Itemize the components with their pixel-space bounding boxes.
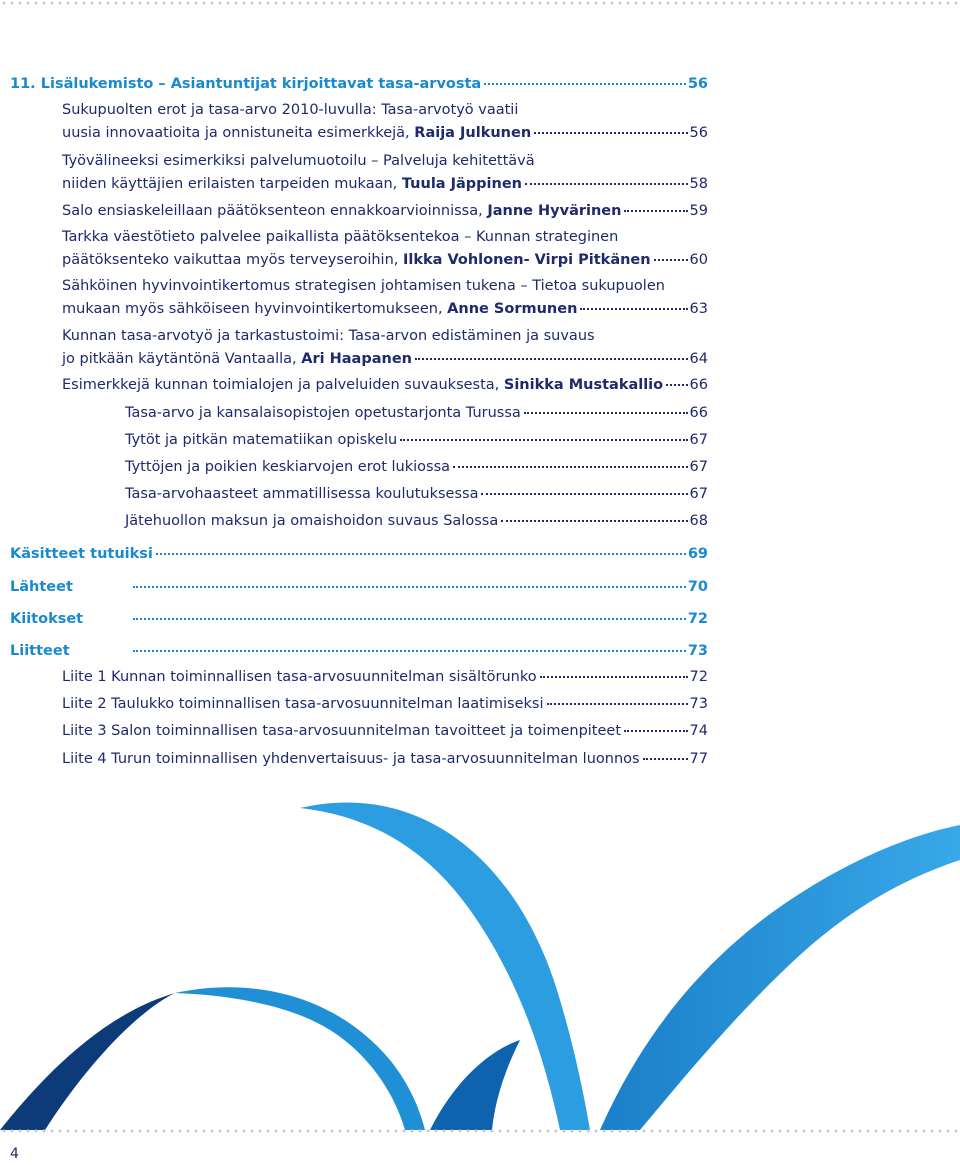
dot-leader — [453, 466, 688, 468]
entry-page: 66 — [689, 377, 708, 393]
entry-text: päätöksenteko vaikuttaa myös terveyseroihin, — [62, 252, 403, 268]
subentry-text: Tasa-arvo ja kansalaisopistojen opetustarjonta Turussa — [125, 405, 521, 421]
entry-line: Työvälineeksi esimerkiksi palvelumuotoilu – Palveluja kehitettävä — [62, 153, 535, 169]
toc-liite[interactable] — [62, 666, 708, 689]
entry-line: Sähköinen hyvinvointikertomus strategisen johtamisen tukena – Tietoa sukupuolen — [62, 278, 665, 294]
toc-section-kiitokset[interactable] — [10, 608, 708, 631]
dark-ribbon — [0, 993, 175, 1130]
toc-entry-hyvarinen[interactable] — [62, 200, 708, 223]
toc-section-liitteet[interactable] — [10, 640, 708, 663]
dot-leader — [133, 618, 686, 620]
subentry-page: 68 — [689, 513, 708, 529]
section-label: Käsitteet tutuiksi — [10, 546, 153, 562]
toc-section-kasitteet[interactable] — [10, 543, 708, 566]
dot-leader — [624, 210, 687, 212]
page-number: 4 — [10, 1146, 19, 1162]
toc-entry-jappinen[interactable] — [62, 150, 708, 196]
entry-line: Sukupuolten erot ja tasa-arvo 2010-luvulla: Tasa-arvotyö vaatii — [62, 102, 519, 118]
entry-author: Anne Sormunen — [447, 301, 578, 317]
liite-page: 74 — [689, 723, 708, 739]
section-page: 69 — [687, 546, 708, 562]
dot-leader — [534, 132, 687, 134]
arch-ribbon — [300, 802, 590, 1130]
subentry-page: 67 — [689, 486, 708, 502]
fold-ribbon — [430, 1040, 520, 1130]
subentry-page: 66 — [689, 405, 708, 421]
entry-text: Salo ensiaskeleillaan päätöksenteon ennakkoarvioinnissa, — [62, 203, 488, 219]
dot-leader — [580, 308, 687, 310]
toc-chapter-11[interactable] — [10, 73, 708, 96]
liite-text: Liite 1 Kunnan toiminnallisen tasa-arvosuunnitelman sisältörunko — [62, 669, 537, 685]
sweep-ribbon — [175, 987, 425, 1130]
section-label: Kiitokset — [10, 611, 84, 627]
liite-page: 72 — [689, 669, 708, 685]
entry-text: uusia innovaatioita ja onnistuneita esimerkkejä, — [62, 125, 415, 141]
chapter-11-page: 56 — [687, 76, 708, 92]
section-page: 70 — [687, 579, 708, 595]
dot-leader — [156, 553, 686, 555]
subentry-text: Tasa-arvohaasteet ammatillisessa koulutuksessa — [125, 486, 479, 502]
dot-leader — [415, 358, 688, 360]
entry-page: 63 — [689, 301, 708, 317]
entry-author: Ari Haapanen — [301, 351, 412, 367]
subentry-page: 67 — [689, 432, 708, 448]
toc-subentry[interactable] — [125, 483, 708, 506]
toc-section-lahteet[interactable] — [10, 576, 708, 599]
entry-author: Janne Hyvärinen — [487, 203, 622, 219]
dot-leader — [133, 650, 686, 652]
liite-text: Liite 3 Salon toiminnallisen tasa-arvosuunnitelman tavoitteet ja toimenpiteet — [62, 723, 622, 739]
subentry-text: Jätehuollon maksun ja omaishoidon suvaus Salossa — [125, 513, 499, 529]
entry-text: Esimerkkejä kunnan toimialojen ja palveluiden suvauksesta, — [62, 377, 504, 393]
dot-leader — [524, 412, 688, 414]
toc-subentry[interactable] — [125, 510, 708, 533]
liite-page: 73 — [689, 696, 708, 712]
toc-entry-vohlonen-pitkanen[interactable] — [62, 226, 708, 272]
entry-page: 64 — [689, 351, 708, 367]
subentry-text: Tyttöjen ja poikien keskiarvojen erot lukiossa — [125, 459, 451, 475]
dot-leader — [400, 439, 687, 441]
liite-text: Liite 2 Taulukko toiminnallisen tasa-arvosuunnitelman laatimiseksi — [62, 696, 544, 712]
section-label: Lähteet — [10, 579, 73, 595]
entry-text: mukaan myös sähköiseen hyvinvointikertomukseen, — [62, 301, 448, 317]
dot-leader — [643, 758, 688, 760]
toc-entry-julkunen[interactable] — [62, 99, 708, 145]
entry-line: Kunnan tasa-arvotyö ja tarkastustoimi: Tasa-arvon edistäminen ja suvaus — [62, 328, 595, 344]
toc-entry-sormunen[interactable] — [62, 275, 708, 321]
entry-author: Sinikka Mustakallio — [503, 377, 664, 393]
entry-line: Tarkka väestötieto palvelee paikallista päätöksentekoa – Kunnan strateginen — [62, 229, 619, 245]
dot-leader — [133, 586, 686, 588]
toc-subentry[interactable] — [125, 456, 708, 479]
entry-page: 60 — [689, 252, 708, 268]
entry-author: Raija Julkunen — [414, 125, 532, 141]
dot-leader — [547, 703, 688, 705]
toc-subentry[interactable] — [125, 429, 708, 452]
toc-liite[interactable] — [62, 720, 708, 743]
toc-entry-mustakallio[interactable] — [62, 374, 708, 397]
toc-entry-haapanen[interactable] — [62, 325, 708, 371]
entry-text: niiden käyttäjien erilaisten tarpeiden mukaan, — [62, 176, 402, 192]
subentry-text: Tytöt ja pitkän matematiikan opiskelu — [125, 432, 398, 448]
dot-leader — [540, 676, 688, 678]
dot-leader — [525, 183, 688, 185]
toc-liite[interactable] — [62, 748, 708, 771]
entry-page: 58 — [689, 176, 708, 192]
dot-leader — [501, 520, 687, 522]
section-label: Liitteet — [10, 643, 70, 659]
toc-liite[interactable] — [62, 693, 708, 716]
toc-subentry[interactable] — [125, 402, 708, 425]
dot-leader — [484, 83, 686, 85]
entry-author: Ilkka Vohlonen- Virpi Pitkänen — [402, 252, 651, 268]
ribbon-waves-graphic — [0, 770, 960, 1130]
section-page: 73 — [687, 643, 708, 659]
entry-author: Tuula Jäppinen — [401, 176, 523, 192]
dot-leader — [624, 730, 688, 732]
chapter-11-title: 11. Lisälukemisto – Asiantuntijat kirjoittavat tasa-arvosta — [10, 76, 482, 92]
entry-page: 56 — [689, 125, 708, 141]
dot-leader — [654, 259, 688, 261]
liite-text: Liite 4 Turun toiminnallisen yhdenvertaisuus- ja tasa-arvosuunnitelman luonnos — [62, 751, 640, 767]
dot-leader — [481, 493, 687, 495]
dot-leader — [666, 384, 687, 386]
subentry-page: 67 — [689, 459, 708, 475]
right-ribbon — [600, 825, 960, 1130]
bottom-dotted-rule — [0, 1129, 960, 1133]
section-page: 72 — [687, 611, 708, 627]
liite-page: 77 — [689, 751, 708, 767]
entry-text: jo pitkään käytäntönä Vantaalla, — [62, 351, 302, 367]
entry-page: 59 — [689, 203, 708, 219]
